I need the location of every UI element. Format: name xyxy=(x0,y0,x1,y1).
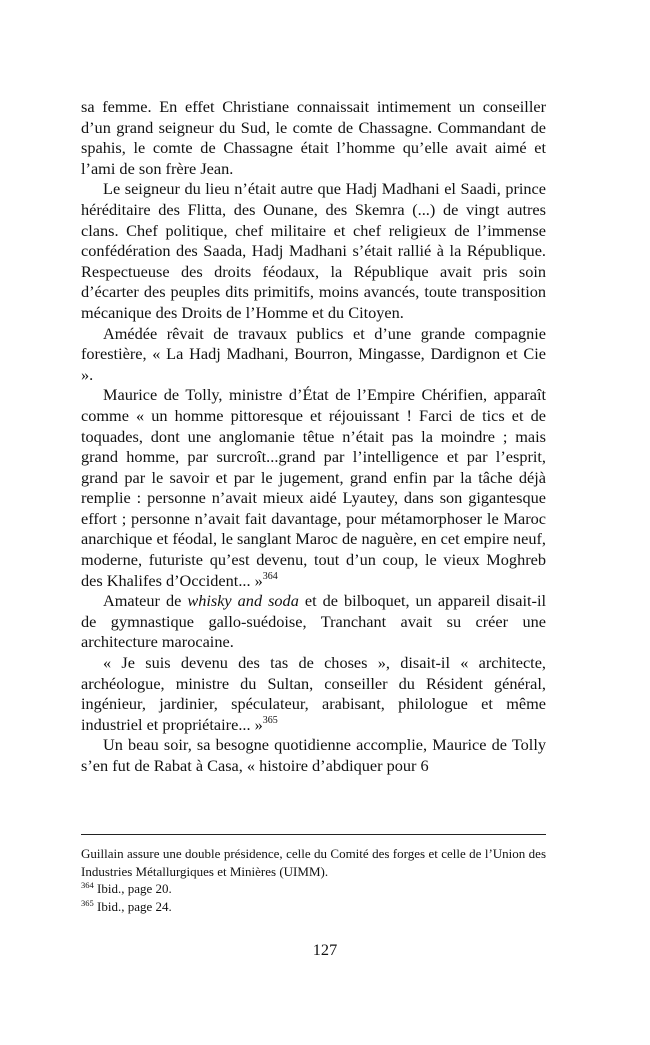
paragraph-6 xyxy=(81,653,546,735)
paragraph-4 xyxy=(81,385,546,591)
paragraph-5-text-start: Amateur de xyxy=(103,591,188,611)
main-text xyxy=(81,97,546,777)
footnote-364-mark: 364 xyxy=(81,880,94,890)
paragraph-3: Amédée rêvait de travaux publics et d’une grande compagnie forestière, « La Hadj Madhani, Bourron, Mingasse, Dardignon et Cie ». xyxy=(81,323,546,384)
footnote-364 xyxy=(81,880,546,898)
footnotes xyxy=(81,845,546,915)
paragraph-4-text: Maurice de Tolly, ministre d’État de l’Empire Chérifien, apparaît comme « un homme pittoresque et réjouissant ! Farci de tics et de toquades, dont une anglomanie têtue n’était pas la moindre ; mais grand homme, par surcroît...grand par l’intelligence et par l’esprit, grand par le savoir et par le jugement, grand enfin par la tâche déjà remplie : personne n’avait mieux aidé Lyautey, dans son gigantesque effort ; personne n’avait fait davantage, pour métamorphoser le Maroc anarchique et féodal, le sanglant Maroc de naguère, en cet empire neuf, moderne, futuriste qu’est devenu, tout d’un coup, le vieux Moghreb des Khalifes d’Occident... » xyxy=(81,385,546,590)
page-number: 127 xyxy=(312,940,338,959)
paragraph-5-italic: whisky and soda xyxy=(187,591,299,611)
footnote-364-text: Ibid., page 20. xyxy=(93,881,172,896)
paragraph-1: sa femme. En effet Christiane connaissait intimement un conseiller d’un grand seigneur du Sud, le comte de Chassagne. Commandant de spahis, le comte de Chassagne était l’homme qu’elle avait aimé et l’ami de son frère Jean. xyxy=(81,97,546,178)
paragraph-2: Le seigneur du lieu n’était autre que Hadj Madhani el Saadi, prince héréditaire des Flitta, des Ounane, des Skemra (...) de vingt autres clans. Chef politique, chef militaire et chef religieux de l’immense confédération des Saada, Hadj Madhani s’était rallié à la République. Respectueuse des droits féodaux, la République avait pris soin d’écarter des peuples dits primitifs, moins avancés, toute transposition mécanique des Droits de l’Homme et du Citoyen. xyxy=(81,179,546,322)
footnote-continued: Guillain assure une double présidence, celle du Comité des forges et celle de l’Union des Industries Métallurgiques et Minières (UIMM). xyxy=(81,846,546,879)
footnote-365 xyxy=(81,898,546,916)
paragraph-6-text: « Je suis devenu des tas de choses », disait-il « architecte, archéologue, ministre du Sultan, conseiller du Résident général, ingénieur, jardinier, spéculateur, arabisant, philologue et même industriel et propriétaire... » xyxy=(81,653,546,734)
footnote-365-text: Ibid., page 24. xyxy=(93,898,172,914)
footnote-separator xyxy=(81,834,546,835)
footnote-ref-365[interactable]: 365 xyxy=(262,714,278,726)
paragraph-7: Un beau soir, sa besogne quotidienne accomplie, Maurice de Tolly s’en fut de Rabat à Casa, « histoire d’abdiquer pour 6 xyxy=(81,735,546,775)
paragraph-5-text-end: et de bilboquet, un appareil disait-il de gymnastique gallo-suédoise, Tranchant avait su créer une architecture marocaine. xyxy=(81,591,547,652)
footnote-ref-364[interactable]: 364 xyxy=(262,570,278,582)
paragraph-5 xyxy=(81,591,546,653)
footnote-365-mark: 365 xyxy=(81,897,94,908)
